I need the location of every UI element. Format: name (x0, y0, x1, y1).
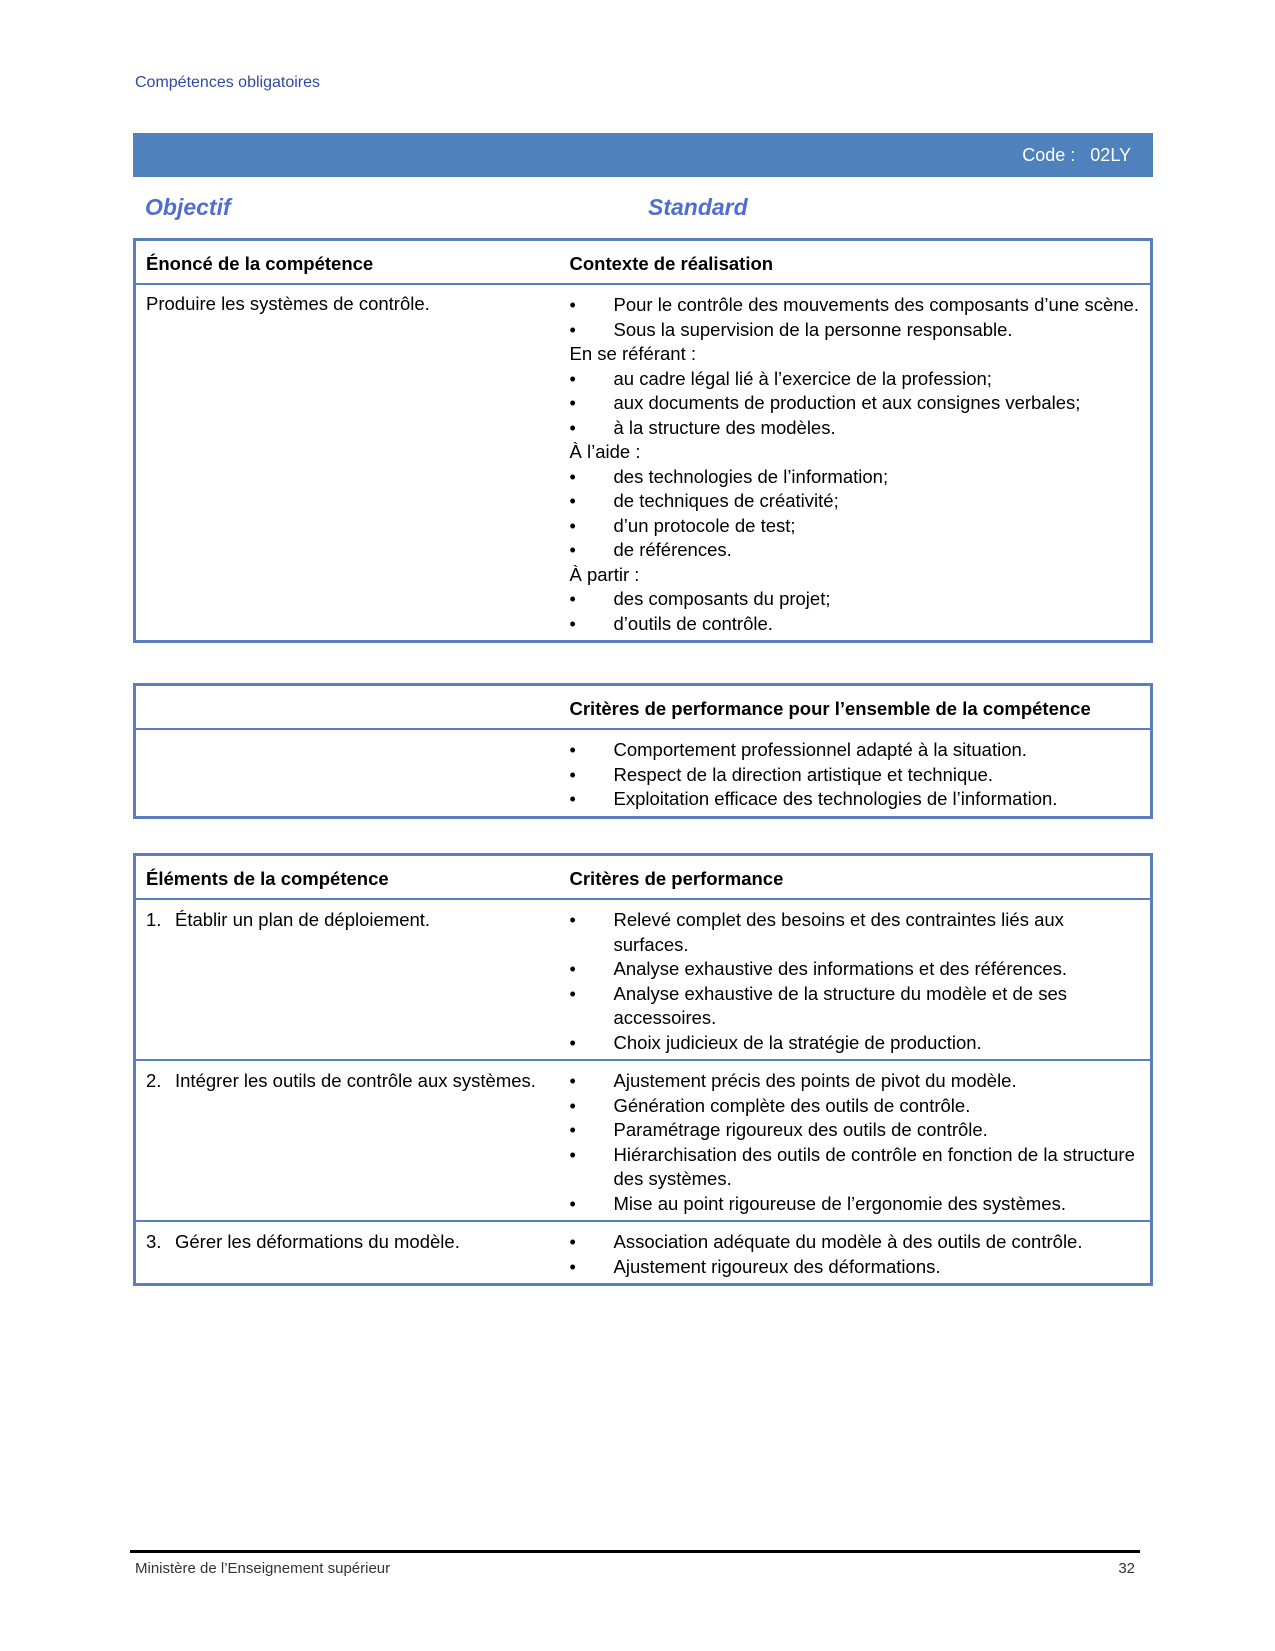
criteres-ensemble-table (133, 683, 1153, 819)
context-item: • au cadre légal lié à l’exercice de la profession; (570, 367, 1141, 392)
element-text: Intégrer les outils de contrôle aux systèmes. (175, 1070, 536, 1091)
context-item: • Pour le contrôle des mouvements des composants d’une scène. (570, 293, 1141, 318)
criteria-cell (560, 1221, 1152, 1285)
enonce-table (133, 238, 1153, 643)
element-cell (135, 1060, 560, 1221)
criterion-item: • Paramétrage rigoureux des outils de contrôle. (570, 1118, 1141, 1143)
context-item: • d’outils de contrôle. (570, 612, 1141, 637)
context-item: • des technologies de l’information; (570, 465, 1141, 490)
elements-header: Éléments de la compétence (135, 855, 560, 900)
element-item (146, 1230, 550, 1255)
elements-table (133, 853, 1153, 1286)
code-value: 02LY (1090, 145, 1131, 165)
context-item: • d’un protocole de test; (570, 514, 1141, 539)
criteres-header: Critères de performance (560, 855, 1152, 900)
context-item: • de techniques de créativité; (570, 489, 1141, 514)
element-number: 3. (146, 1231, 162, 1252)
contexte-list (560, 284, 1152, 642)
footer-divider (130, 1550, 1140, 1553)
context-item: • à la structure des modèles. (570, 416, 1141, 441)
context-item: • des composants du projet; (570, 587, 1141, 612)
element-cell (135, 899, 560, 1060)
footer-ministry: Ministère de l’Enseignement supérieur (135, 1560, 391, 1577)
context-item: • aux documents de production et aux consignes verbales; (570, 391, 1141, 416)
standard-label: Standard (648, 194, 748, 220)
element-number: 2. (146, 1070, 162, 1091)
element-item (146, 908, 550, 933)
context-intro: À partir : (569, 563, 640, 585)
page-number: 32 (1118, 1560, 1135, 1577)
context-intro: En se référant : (569, 343, 696, 364)
enonce-header: Énoncé de la compétence (135, 240, 560, 285)
criteria-cell (560, 1060, 1152, 1221)
code-bar (133, 133, 1153, 177)
criterion-item: • Génération complète des outils de contrôle. (570, 1094, 1141, 1119)
objectif-label: Objectif (145, 194, 231, 220)
element-cell (135, 1221, 560, 1285)
running-title: Compétences obligatoires (135, 74, 320, 91)
criterion-item: • Comportement professionnel adapté à la situation. (570, 738, 1141, 763)
criterion-item: • Mise au point rigoureuse de l’ergonomie des systèmes. (570, 1192, 1141, 1217)
context-item: • de références. (570, 538, 1141, 563)
criterion-item: • Respect de la direction artistique et technique. (570, 763, 1141, 788)
contexte-header: Contexte de réalisation (560, 240, 1152, 285)
code-label: Code : (1022, 145, 1076, 165)
criterion-item: • Choix judicieux de la stratégie de production. (570, 1031, 1141, 1056)
criteres-ensemble-header: Critères de performance pour l’ensemble de la compétence (560, 685, 1152, 730)
criteria-cell (560, 899, 1152, 1060)
code-field (1022, 145, 1131, 166)
criterion-item: • Relevé complet des besoins et des contraintes liés aux surfaces. (570, 908, 1141, 957)
element-item (146, 1069, 550, 1094)
element-number: 1. (146, 909, 162, 930)
criterion-item: • Exploitation efficace des technologies de l’information. (570, 787, 1141, 812)
criterion-item: • Ajustement rigoureux des déformations. (570, 1255, 1141, 1280)
criterion-item: • Ajustement précis des points de pivot du modèle. (570, 1069, 1141, 1094)
context-intro: À l’aide : (569, 441, 641, 462)
criterion-item: • Analyse exhaustive de la structure du modèle et de ses accessoires. (570, 982, 1141, 1031)
context-item: • Sous la supervision de la personne responsable. (570, 318, 1141, 343)
criterion-item: • Analyse exhaustive des informations et des références. (570, 957, 1141, 982)
enonce-text: Produire les systèmes de contrôle. (146, 293, 430, 314)
criterion-item: • Association adéquate du modèle à des outils de contrôle. (570, 1230, 1141, 1255)
criterion-item: • Hiérarchisation des outils de contrôle en fonction de la structure des systèmes. (570, 1143, 1141, 1192)
element-text: Établir un plan de déploiement. (175, 909, 431, 930)
criteres-ensemble-list (560, 729, 1152, 817)
element-text: Gérer les déformations du modèle. (175, 1231, 460, 1252)
